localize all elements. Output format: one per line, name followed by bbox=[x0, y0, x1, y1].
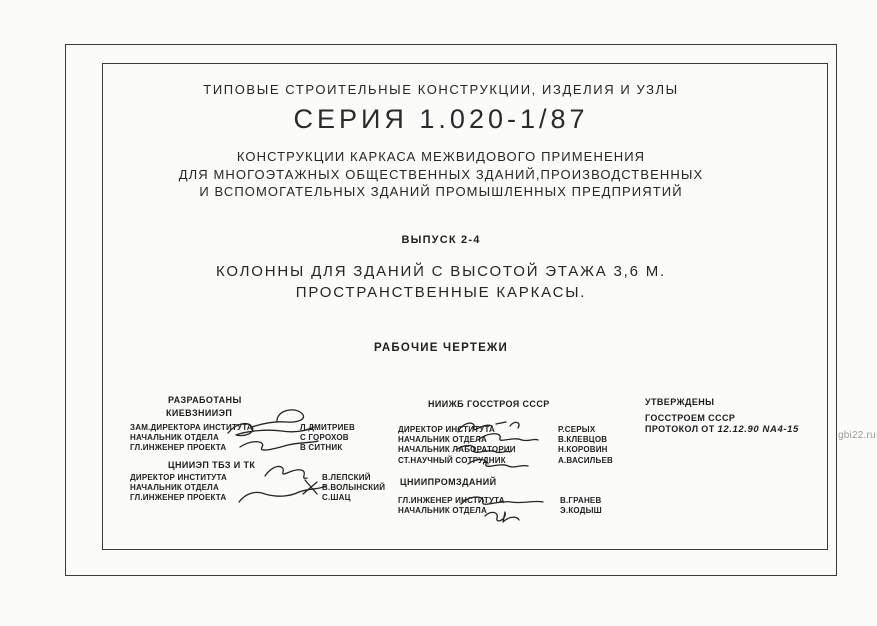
approved-block bbox=[645, 397, 799, 435]
subtitle-line-3: И ВСПОМОГАТЕЛЬНЫХ ЗДАНИЙ ПРОМЫШЛЕННЫХ ПРЕДПРИЯТИЙ bbox=[199, 184, 683, 199]
site-watermark: gbi22.ru bbox=[838, 430, 876, 441]
org-niizhb-name: НИИЖБ ГОССТРОЯ СССР bbox=[428, 399, 550, 409]
person-line: В.ЛЕПСКИЙ bbox=[322, 473, 371, 482]
person-line: В.ВОЛЫНСКИЙ bbox=[322, 483, 386, 493]
signature-promzdaniy bbox=[455, 490, 565, 524]
approved-line-1: УТВЕРЖДЕНЫ bbox=[645, 397, 715, 407]
developed-heading: РАЗРАБОТАНЫ bbox=[168, 395, 242, 405]
role-line: НАЧАЛЬНИК ЛАБОРАТОРИИ bbox=[398, 445, 516, 455]
role-line: НАЧАЛЬНИК ОТДЕЛА bbox=[398, 435, 487, 445]
role-line: НАЧАЛЬНИК ОТДЕЛА bbox=[130, 433, 219, 443]
role-line: ГЛ.ИНЖЕНЕР ИНСТИТУТА bbox=[398, 496, 505, 505]
role-line: ДИРЕКТОР ИНСТИТУТА bbox=[398, 425, 496, 434]
role-line: СТ.НАУЧНЫЙ СОТРУДНИК bbox=[398, 455, 506, 465]
person-line: Н.КОРОВИН bbox=[558, 445, 608, 455]
signature-niizhb bbox=[448, 418, 566, 470]
role-line: ДИРЕКТОР ИНСТИТУТА bbox=[130, 473, 228, 482]
org-tbz-name: ЦНИИЭП ТБЗ И ТК bbox=[168, 460, 256, 470]
approved-protocol bbox=[645, 424, 799, 435]
promzdaniy-persons bbox=[560, 496, 602, 516]
role-line: ГЛ.ИНЖЕНЕР ПРОЕКТА bbox=[130, 493, 227, 503]
series-title: СЕРИЯ 1.020-1/87 bbox=[293, 104, 589, 134]
org-kievzniiep-name: КИЕВЗНИИЭП bbox=[166, 408, 233, 418]
issue-number: ВЫПУСК 2-4 bbox=[401, 234, 481, 246]
niizhb-persons bbox=[558, 425, 613, 466]
person-line: С.ШАЦ bbox=[322, 493, 351, 503]
document-type-line: ТИПОВЫЕ СТРОИТЕЛЬНЫЕ КОНСТРУКЦИИ, ИЗДЕЛИЯ И УЗЛЫ bbox=[203, 82, 679, 97]
document-stage: РАБОЧИЕ ЧЕРТЕЖИ bbox=[373, 342, 508, 354]
volume-title-line-2: ПРОСТРАНСТВЕННЫЕ КАРКАСЫ. bbox=[295, 284, 587, 301]
person-line: А.ВАСИЛЬЕВ bbox=[558, 455, 613, 465]
series-subtitle bbox=[103, 148, 779, 201]
subtitle-line-1: КОНСТРУКЦИИ КАРКАСА МЕЖВИДОВОГО ПРИМЕНЕНИЯ bbox=[236, 149, 646, 164]
person-line: Р.СЕРЫХ bbox=[558, 425, 596, 434]
signature-kievzniiep bbox=[222, 405, 335, 455]
person-line: С ГОРОХОВ bbox=[300, 433, 349, 443]
person-line: Л.ДМИТРИЕВ bbox=[300, 423, 356, 432]
tbz-roles bbox=[130, 473, 227, 504]
volume-title-line-1: КОЛОННЫ ДЛЯ ЗДАНИЙ С ВЫСОТОЙ ЭТАЖА 3,6 М. bbox=[216, 263, 666, 280]
person-line: В СИТНИК bbox=[300, 443, 343, 453]
person-line: Э.КОДЫШ bbox=[560, 506, 602, 516]
org-promzdaniy-name: ЦНИИПРОМЗДАНИЙ bbox=[400, 477, 497, 487]
protocol-value: 12.12.90 NА4-15 bbox=[717, 424, 799, 435]
role-line: НАЧАЛЬНИК ОТДЕЛА bbox=[130, 483, 219, 493]
person-line: В.ГРАНЕВ bbox=[560, 496, 602, 505]
signature-tbz bbox=[235, 462, 340, 510]
approved-line-2: ГОССТРОЕМ СССР bbox=[645, 413, 736, 423]
role-line: ЗАМ.ДИРЕКТОРА ИНСТИТУТА bbox=[130, 423, 253, 432]
subtitle-line-2: ДЛЯ МНОГОЭТАЖНЫХ ОБЩЕСТВЕННЫХ ЗДАНИЙ,ПРОИЗВОДСТВЕННЫХ bbox=[178, 166, 704, 182]
role-line: НАЧАЛЬНИК ОТДЕЛА bbox=[398, 506, 487, 516]
person-line: В.КЛЕВЦОВ bbox=[558, 435, 608, 445]
protocol-label: ПРОТОКОЛ ОТ bbox=[645, 424, 715, 434]
volume-title bbox=[103, 261, 779, 303]
role-line: ГЛ.ИНЖЕНЕР ПРОЕКТА bbox=[130, 443, 227, 453]
